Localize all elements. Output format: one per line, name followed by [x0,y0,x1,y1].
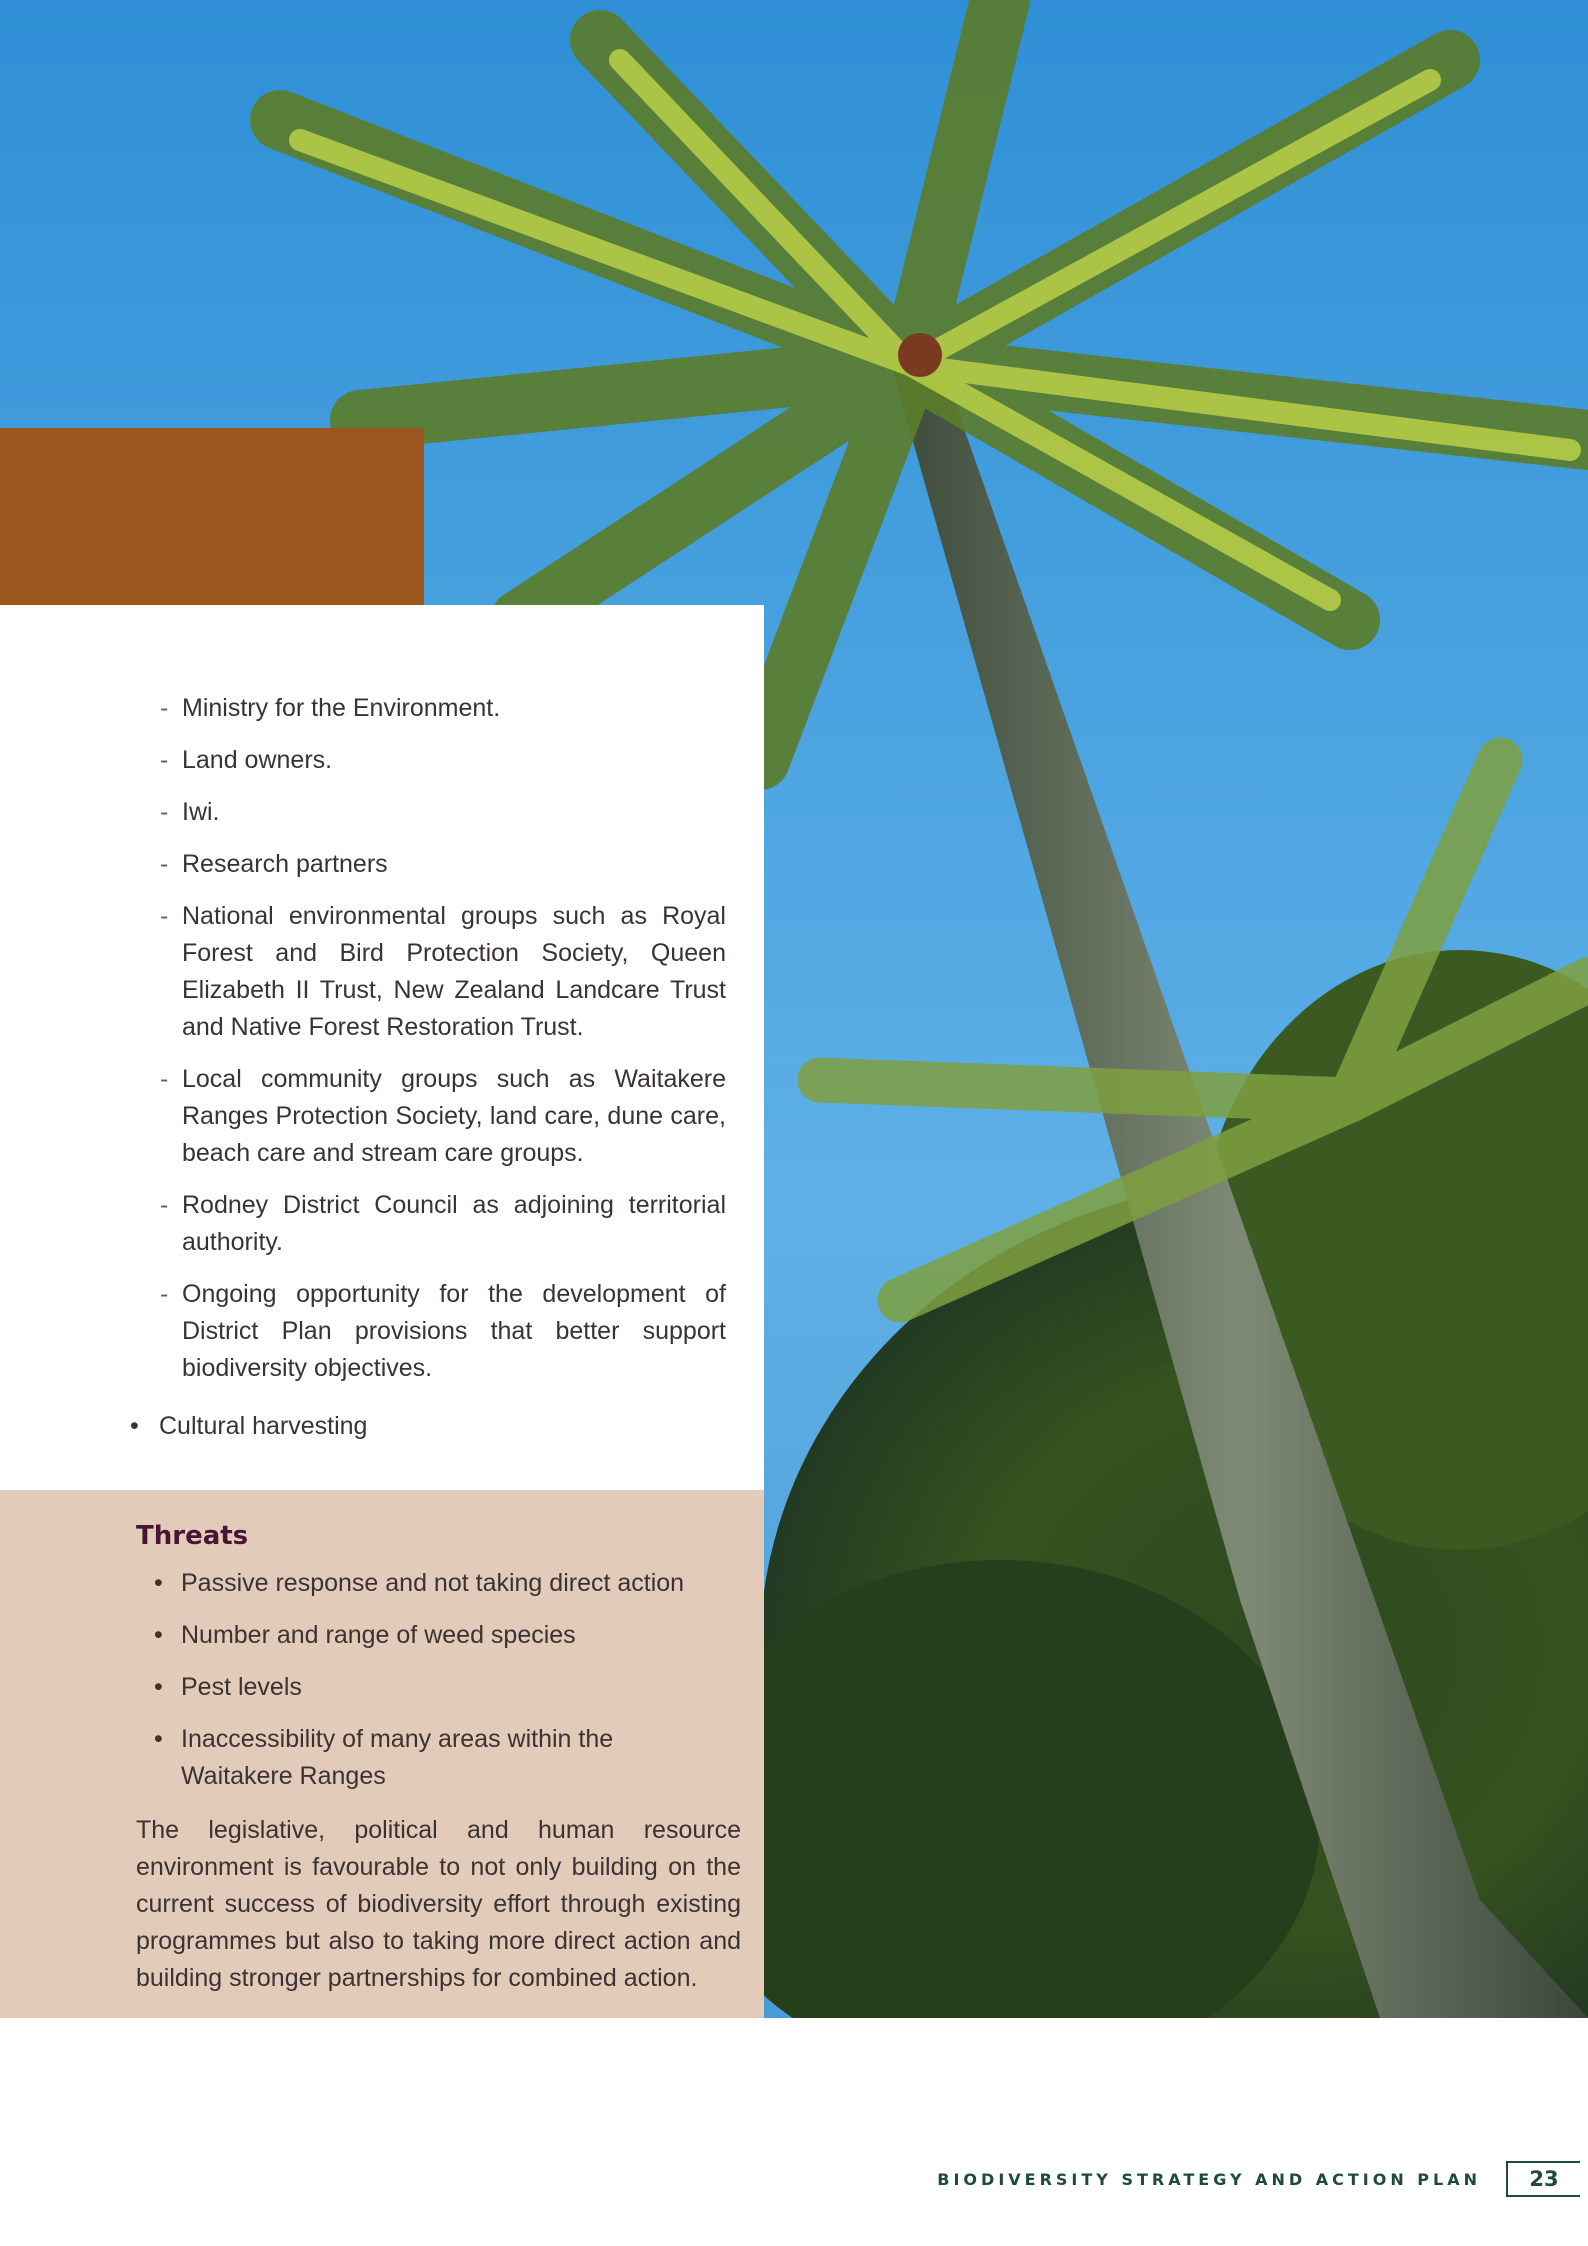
footer-title: BIODIVERSITY STRATEGY AND ACTION PLAN [937,2170,1481,2189]
list-item: - Land owners. [158,742,726,779]
list-item: - Local community groups such as Waitakere Ranges Protection Society, land care, dune care, beach care and stream care groups. [158,1061,726,1172]
list-item: • Passive response and not taking direct action [154,1565,714,1602]
opportunity-bullet: • Cultural harvesting [130,1408,367,1445]
list-item: - National environmental groups such as Royal Forest and Bird Protection Society, Queen Elizabeth II Trust, New Zealand Landcare Trust and Native Forest Restoration Trust. [158,898,726,1046]
accent-color-block [0,428,424,605]
list-item: - Iwi. [158,794,726,831]
list-item: • Pest levels [154,1669,714,1706]
list-item: • Inaccessibility of many areas within the Waitakere Ranges [154,1721,714,1795]
list-item: - Rodney District Council as adjoining territorial authority. [158,1187,726,1261]
list-item: • Number and range of weed species [154,1617,714,1654]
threats-list [154,1565,714,1810]
list-item: - Ministry for the Environment. [158,690,726,727]
list-item: - Research partners [158,846,726,883]
closing-paragraph: The legislative, political and human resource environment is favourable to not only building on the current success of biodiversity effort through existing programmes but also to taking more direct action and building stronger partnerships for combined action. [136,1816,741,1992]
page-number: 23 [1506,2161,1580,2197]
stakeholder-list [158,690,726,1402]
list-item: - Ongoing opportunity for the development of District Plan provisions that better support biodiversity objectives. [158,1276,726,1387]
threats-heading: Threats [136,1521,249,1551]
